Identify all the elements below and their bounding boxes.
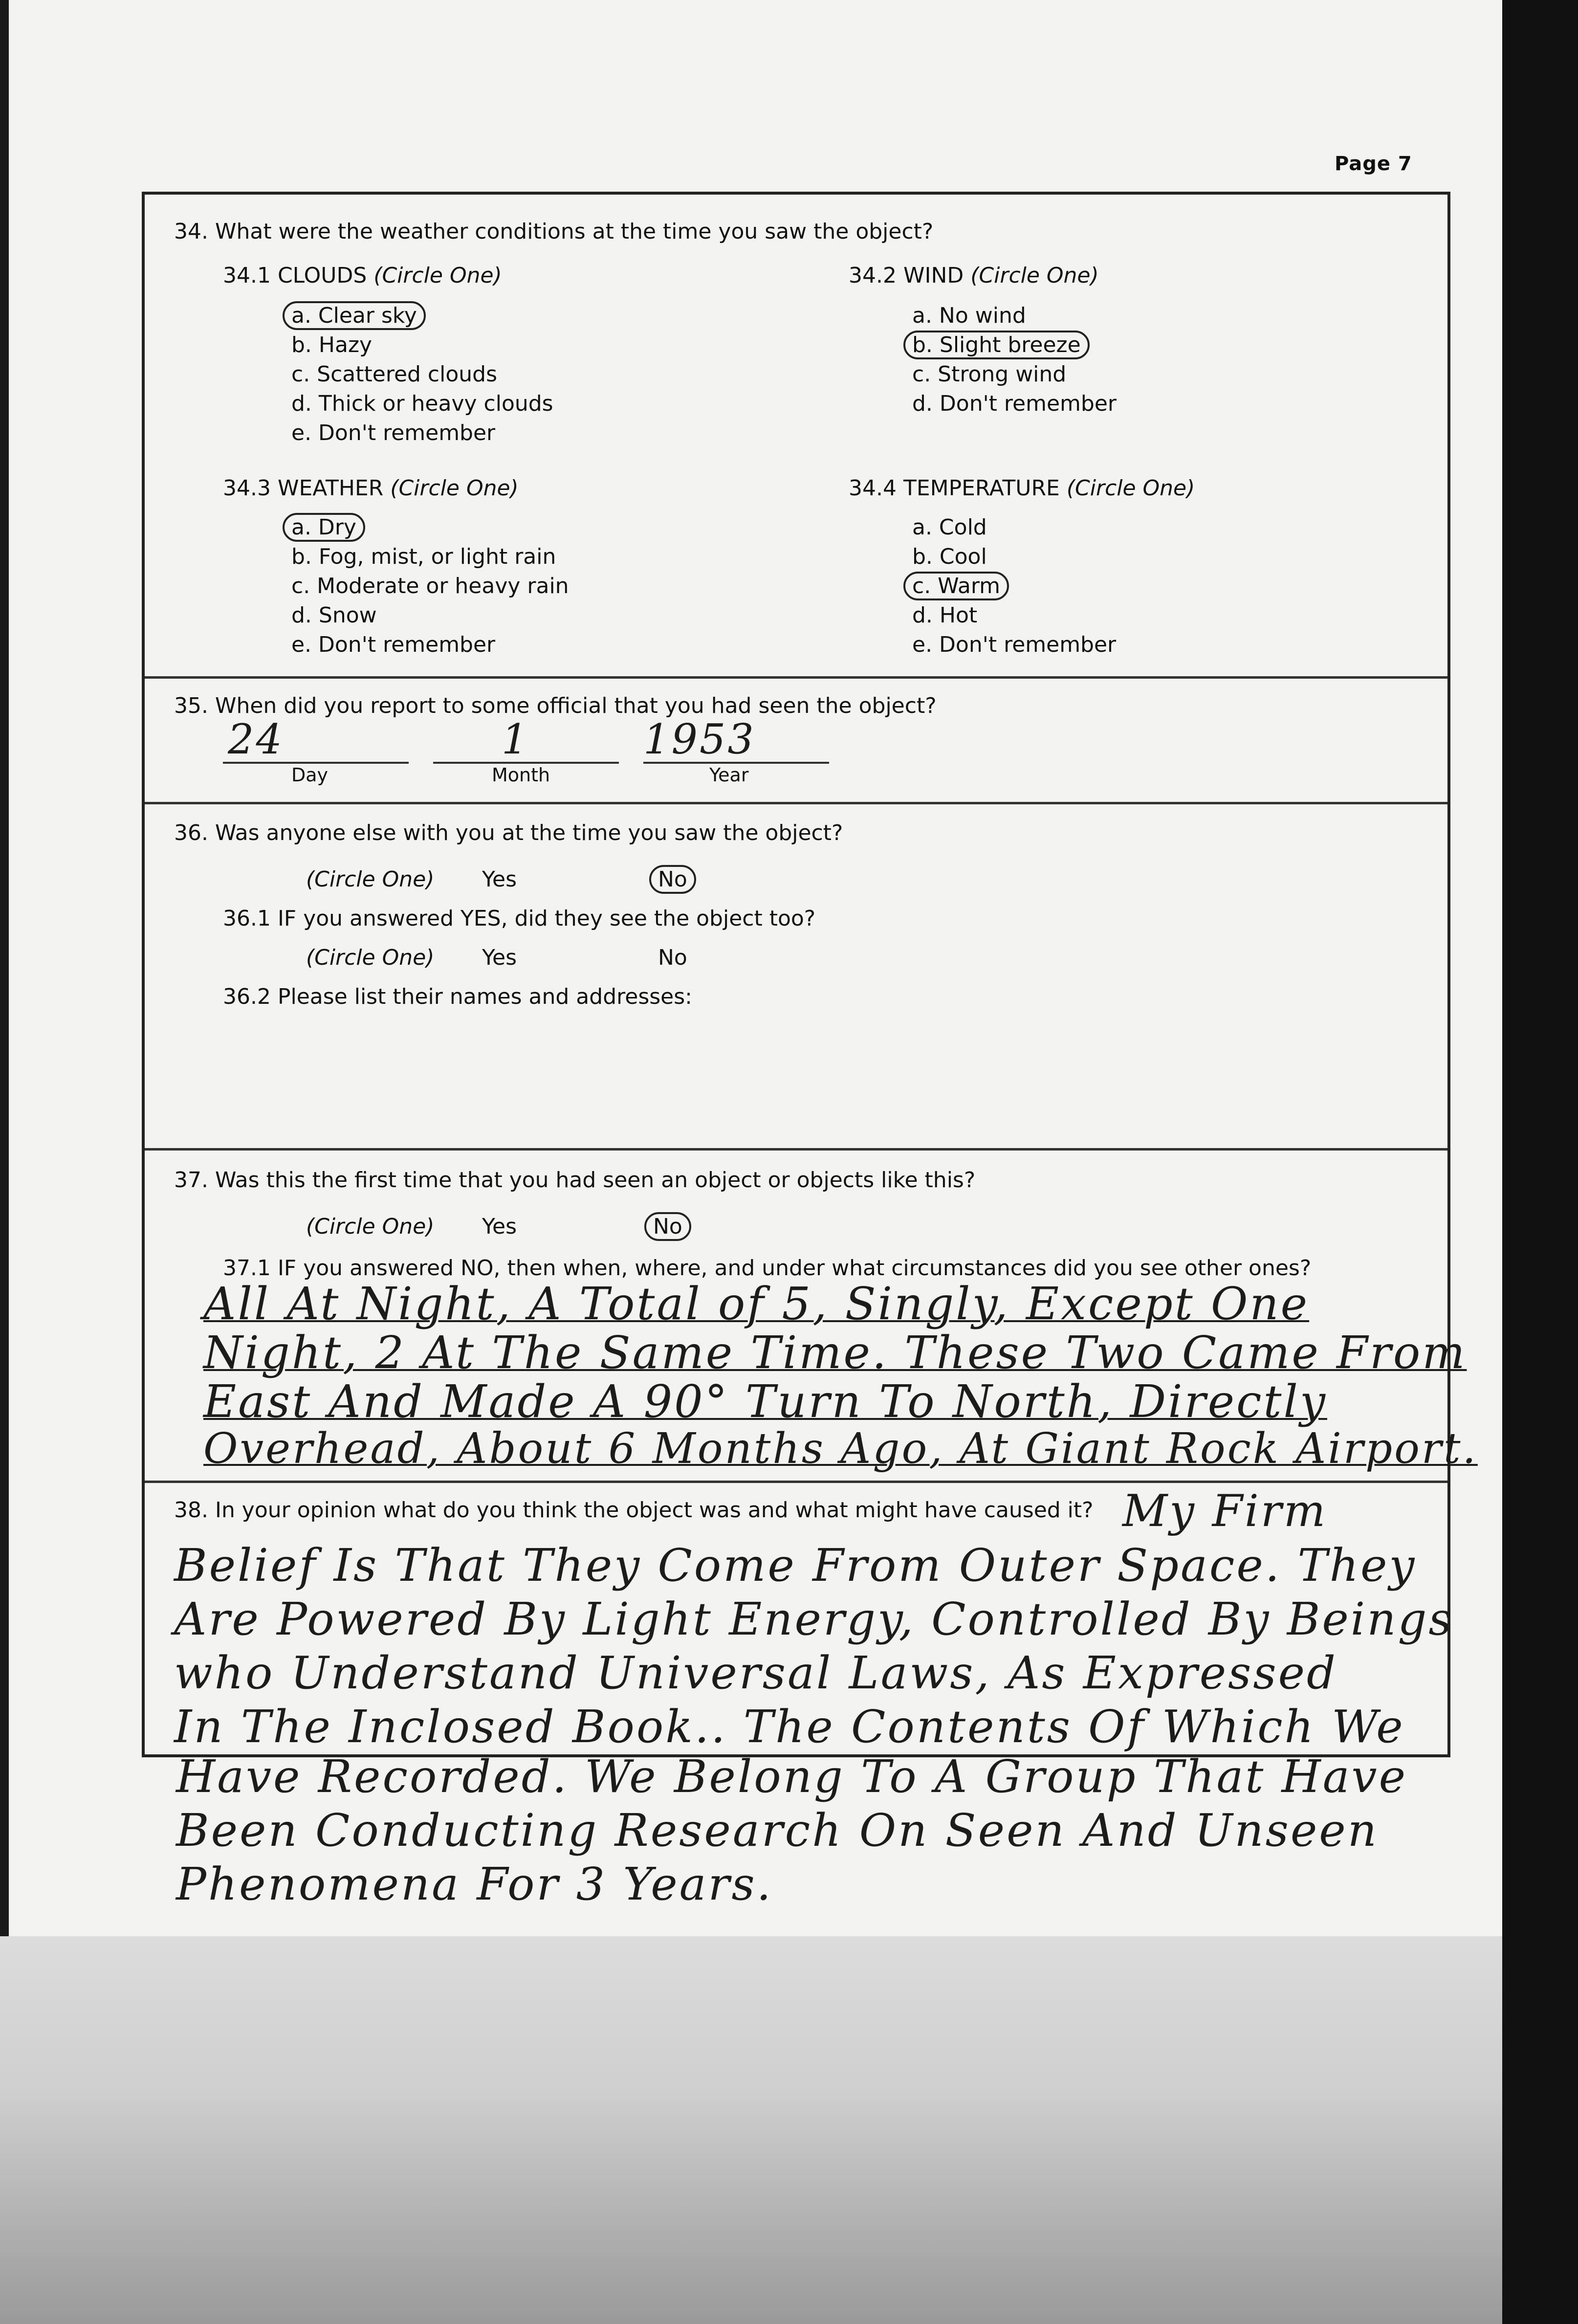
clouds-option-d[interactable]: d. Thick or heavy clouds [291, 391, 553, 416]
q36-2-question: 36.2 Please list their names and addresses: [223, 984, 692, 1009]
q38-answer-line: Belief Is That They Come From Outer Space. They [174, 1539, 1417, 1592]
page-number: Page 7 [1335, 153, 1412, 175]
weather-option-e[interactable]: e. Don't remember [291, 632, 496, 657]
weather-option-a[interactable]: a. Dry [291, 515, 365, 540]
q36-yes[interactable]: Yes [482, 867, 517, 892]
q37-1-question: 37.1 IF you answered NO, then when, where, and under what circumstances did you see other ones? [223, 1256, 1312, 1281]
report-day-value[interactable]: 24 [228, 715, 284, 763]
day-underline [223, 762, 409, 764]
q37-answer-line: Night, 2 At The Same Time. These Two Came From [203, 1327, 1467, 1379]
q38-answer-line: Phenomena For 3 Years. [176, 1858, 773, 1910]
q37-yes[interactable]: Yes [482, 1214, 517, 1239]
divider [145, 1481, 1447, 1483]
wind-option-d[interactable]: d. Don't remember [912, 391, 1117, 416]
weather-option-d[interactable]: d. Snow [291, 603, 377, 628]
wind-option-c[interactable]: c. Strong wind [912, 362, 1067, 387]
wind-option-b[interactable]: b. Slight breeze [912, 332, 1090, 357]
clouds-option-c[interactable]: c. Scattered clouds [291, 362, 498, 387]
weather-option-b[interactable]: b. Fog, mist, or light rain [291, 544, 556, 569]
q38-answer-line: In The Inclosed Book.. The Contents Of Which We [174, 1701, 1405, 1753]
weather-heading: 34.3 WEATHER (Circle One) [223, 476, 519, 501]
q38-answer-start: My Firm [1122, 1485, 1328, 1537]
film-border [0, 1936, 1578, 2324]
temperature-option-e[interactable]: e. Don't remember [912, 632, 1117, 657]
q37-answer-line: Overhead, About 6 Months Ago, At Giant Rock Airport. [203, 1424, 1478, 1473]
year-label: Year [709, 764, 749, 786]
clouds-option-e[interactable]: e. Don't remember [291, 421, 496, 445]
divider [145, 1148, 1447, 1151]
q38-answer-line: who Understand Universal Laws, As Expressed [174, 1647, 1337, 1699]
temperature-option-b[interactable]: b. Cool [912, 544, 987, 569]
q36-1-circle-hint: (Circle One) [306, 945, 435, 970]
q36-1-yes[interactable]: Yes [482, 945, 517, 970]
q37-answer-line: East And Made A 90° Turn To North, Directly [203, 1375, 1327, 1428]
q38-answer-line: Been Conducting Research On Seen And Unseen [176, 1804, 1379, 1857]
q36-1-no[interactable]: No [658, 945, 687, 970]
temperature-heading: 34.4 TEMPERATURE (Circle One) [849, 476, 1195, 501]
divider [145, 676, 1447, 679]
wind-option-a[interactable]: a. No wind [912, 303, 1026, 328]
q36-question: 36. Was anyone else with you at the time you saw the object? [174, 820, 843, 845]
q38-question: 38. In your opinion what do you think the object was and what might have caused it? [174, 1498, 1094, 1523]
day-label: Day [291, 764, 329, 786]
year-underline [643, 762, 829, 764]
temperature-option-d[interactable]: d. Hot [912, 603, 978, 628]
divider [145, 802, 1447, 804]
q37-circle-hint: (Circle One) [306, 1214, 435, 1239]
clouds-heading: 34.1 CLOUDS (Circle One) [223, 263, 502, 288]
q34-question: 34. What were the weather conditions at the time you saw the object? [174, 219, 934, 244]
temperature-option-a[interactable]: a. Cold [912, 515, 987, 540]
q37-answer-line: All At Night, A Total of 5, Singly, Except One [203, 1278, 1310, 1330]
clouds-option-b[interactable]: b. Hazy [291, 332, 373, 357]
report-month-value[interactable]: 1 [502, 715, 530, 763]
q35-question: 35. When did you report to some official that you had seen the object? [174, 693, 937, 718]
q37-question: 37. Was this the first time that you had seen an object or objects like this? [174, 1168, 976, 1193]
film-edge [1502, 0, 1578, 2324]
wind-heading: 34.2 WIND (Circle One) [849, 263, 1099, 288]
q38-answer-line: Have Recorded. We Belong To A Group That Have [176, 1750, 1408, 1803]
q38-answer-line: Are Powered By Light Energy, Controlled By Beings [174, 1593, 1454, 1645]
temperature-option-c[interactable]: c. Warm [912, 574, 1009, 598]
month-underline [433, 762, 619, 764]
weather-option-c[interactable]: c. Moderate or heavy rain [291, 574, 569, 598]
report-year-value[interactable]: 1953 [643, 715, 756, 763]
questionnaire-form [142, 192, 1478, 1757]
month-label: Month [492, 764, 550, 786]
clouds-option-a[interactable]: a. Clear sky [291, 303, 426, 328]
q37-no[interactable]: No [653, 1214, 691, 1239]
q36-1-question: 36.1 IF you answered YES, did they see the object too? [223, 906, 816, 931]
q36-no[interactable]: No [658, 867, 696, 892]
q36-circle-hint: (Circle One) [306, 867, 435, 892]
